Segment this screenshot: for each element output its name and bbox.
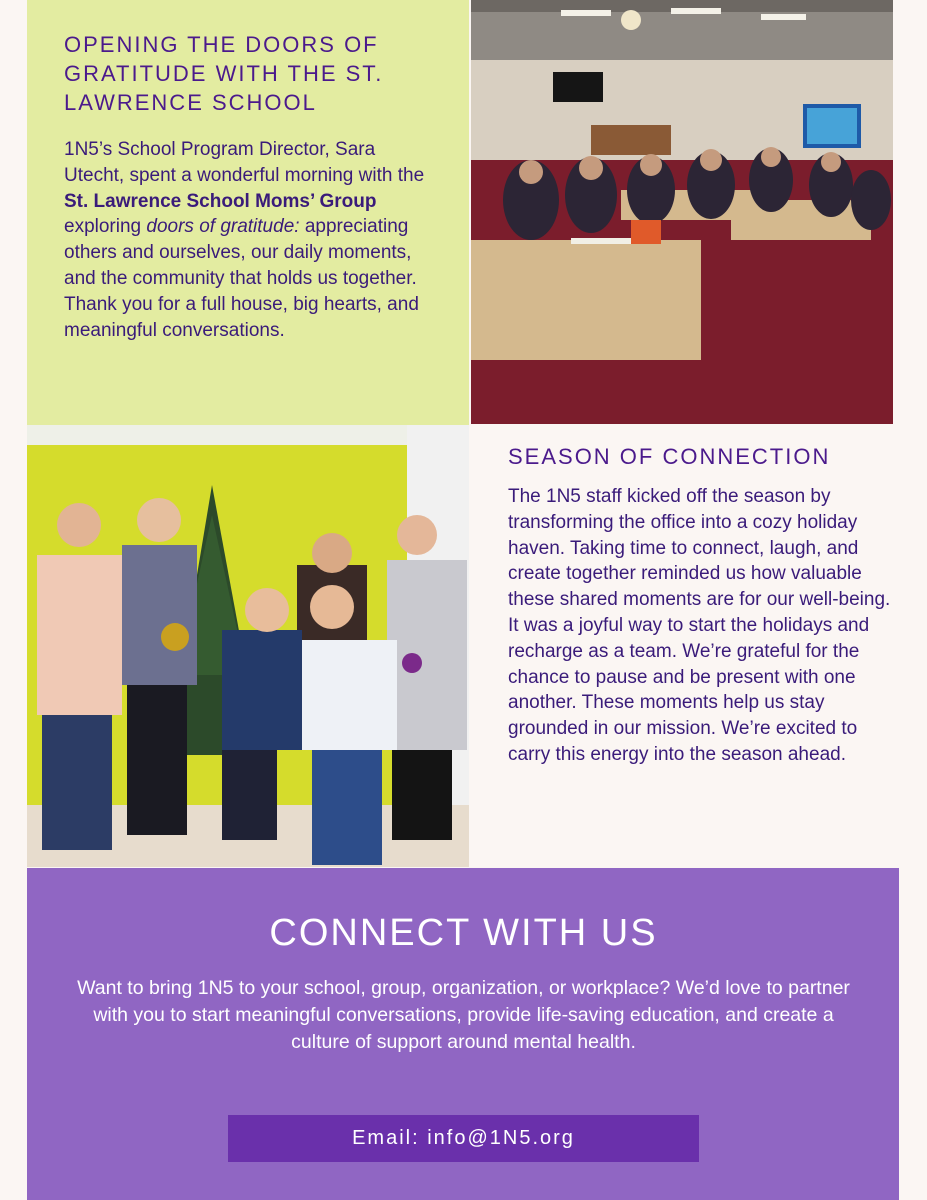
moms-group-name: St. Lawrence School Moms’ Group (64, 190, 377, 212)
season-heading: SEASON OF CONNECTION (508, 444, 831, 469)
gratitude-intro: 1N5’s School Program Director, Sara Utecht, spent a wonderful morning with the (64, 139, 425, 186)
staff-holiday-photo (27, 425, 469, 867)
gratitude-mid: exploring (64, 216, 147, 238)
email-button[interactable]: Email: info@1N5.org (228, 1115, 699, 1162)
gratitude-paragraph (64, 137, 439, 343)
doors-of-gratitude-phrase: doors of gratitude: (146, 216, 300, 238)
moms-group-meeting-photo (471, 0, 893, 424)
gratitude-heading: OPENING THE DOORS OF GRATITUDE WITH THE ST. LAWRENCE SCHOOL (64, 32, 384, 115)
gratitude-rest: appreciating others and ourselves, our daily moments, and the community that holds us together. Thank you for a full house, big hearts, and meaningful conversations. (64, 216, 419, 341)
season-paragraph: The 1N5 staff kicked off the season by transforming the office into a cozy holiday haven. Taking time to connect, laugh, and create together reminded us how valuable these shared moments are for our well-being. It was a joyful way to start the holidays and recharge as a team. We’re grateful for the chance to pause and be present with one another. These moments help us stay grounded in our mission. We’re excited to carry this energy into the season ahead. (508, 486, 891, 765)
connect-paragraph: Want to bring 1N5 to your school, group, organization, or workplace? We’d love to partner with you to start meaningful conversations, provide life-saving education, and create a culture of support around mental health. (77, 977, 850, 1053)
connect-heading: CONNECT WITH US (269, 912, 658, 954)
